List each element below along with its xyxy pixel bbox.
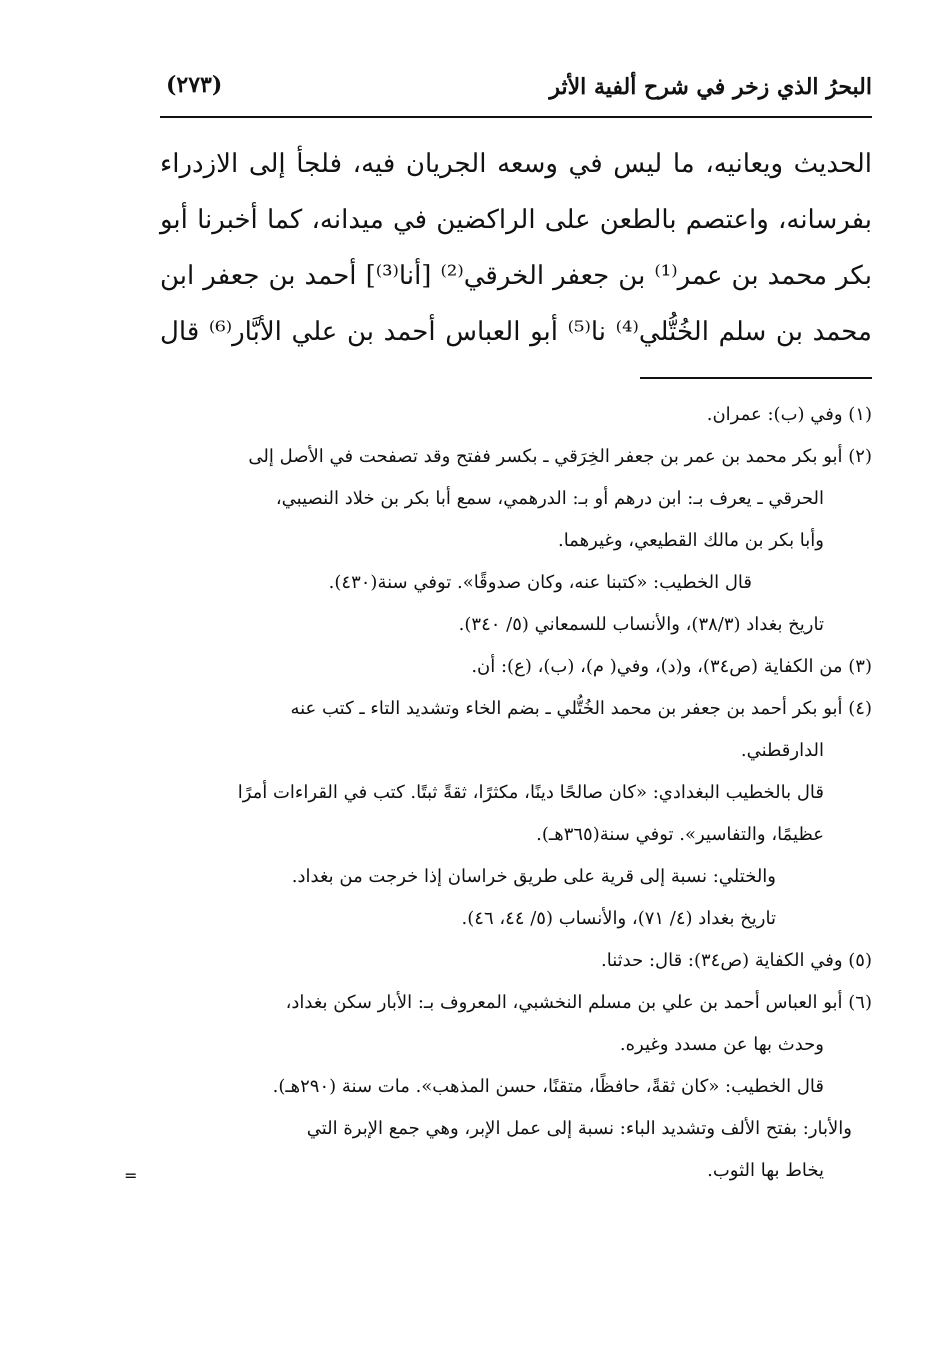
footnote-line: الحرقي ـ يعرف بـ: ابن درهم أو بـ: الدرهمي، سمع أبا بكر بن خلاد النصيبي، [275,488,824,509]
footnote-line: قال بالخطيب البغدادي: «كان صالحًا دينًا، مكثرًا، ثقةً ثبتًا. كتب في القراءات أمرًا [237,782,824,803]
main-text-line: محمد بن سلم الخُتُّلي⁽⁴⁾ نا⁽⁵⁾ أبو العباس أحمد بن علي الأبَّار⁽⁶⁾ قال [160,317,872,347]
footnote-line: تاريخ بغداد (٤/ ٧١)، والأنساب (٥/ ٤٤، ٤٦). [461,908,776,929]
main-text-line: بفرسانه، واعتصم بالطعن على الراكضين في ميدانه، كما أخبرنا أبو [160,205,872,235]
footnote-line: (٥) وفي الكفاية (ص٣٤): قال: حدثنا. [601,950,872,971]
footnote-line: (٤) أبو بكر أحمد بن جعفر بن محمد الخُتُّلي ـ بضم الخاء وتشديد التاء ـ كتب عنه [290,698,872,719]
footnote-line: والأبار: بفتح الألف وتشديد الباء: نسبة إلى عمل الإبر، وهي جمع الإبرة التي [306,1118,852,1139]
footnote-line: (١) وفي (ب): عمران. [706,404,872,425]
footnote-line: وأبا بكر بن مالك القطيعي، وغيرهما. [557,530,824,551]
page-header [160,68,872,112]
footnote-line: والختلي: نسبة إلى قرية على طريق خراسان إذا خرجت من بغداد. [291,866,776,887]
footnote-line: يخاط بها الثوب. [707,1160,824,1181]
margin-mark: = [124,1166,138,1185]
main-text-line: بكر محمد بن عمر⁽¹⁾ بن جعفر الخرقي⁽²⁾ [أنا⁽³⁾] أحمد بن جعفر ابن [160,261,872,291]
footnote-line: (٣) من الكفاية (ص٣٤)، و(د)، وفي( م)، (ب)، (ع): أن. [471,656,872,677]
footnotes [160,394,872,1192]
page-number: (٢٧٣) [166,72,223,98]
header-rule [160,116,872,118]
footnote-line: تاريخ بغداد (٣٨/٣)، والأنساب للسمعاني (٥/ ٣٤٠). [458,614,824,635]
footnote-separator [640,377,872,379]
footnote-line: (٦) أبو العباس أحمد بن علي بن مسلم النخشبي، المعروف بـ: الأبار سكن بغداد، [285,992,872,1013]
footnote-line: (٢) أبو بكر محمد بن عمر بن جعفر الخِرَقي ـ بكسر ففتح وقد تصفحت في الأصل إلى [248,446,872,467]
footnote-line: الدارقطني. [740,740,824,761]
main-text-line: الحديث ويعانيه، ما ليس في وسعه الجريان فيه، فلجأ إلى الازدراء [160,149,872,179]
main-text [160,136,872,360]
footnote-line: وحدث بها عن مسدد وغيره. [619,1034,824,1055]
footnote-line: قال الخطيب: «كان ثقةً، حافظًا، متقنًا، حسن المذهب». مات سنة (٢٩٠هـ). [272,1076,824,1097]
footnote-line: عظيمًا، والتفاسير». توفي سنة(٣٦٥هـ). [536,824,824,845]
running-title: البحرُ الذي زخر في شرح ألفية الأثر [549,74,872,100]
footnote-line: قال الخطيب: «كتبنا عنه، وكان صدوقًا». توفي سنة(٤٣٠). [328,572,752,593]
